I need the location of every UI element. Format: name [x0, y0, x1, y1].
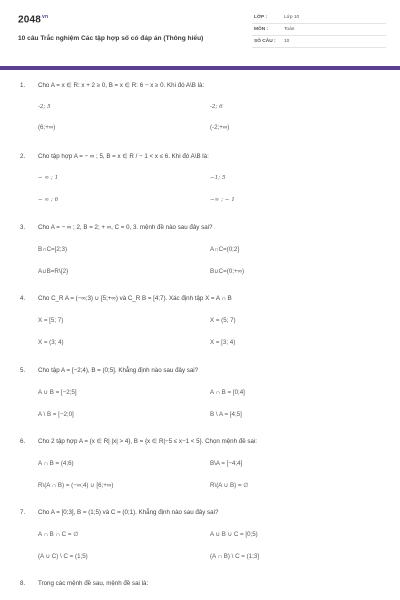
option-b[interactable]: A∩C=(0;2] — [210, 246, 240, 253]
question-head — [20, 367, 392, 377]
option-b[interactable]: -2; 6 — [210, 104, 223, 110]
question-number: 7. — [20, 509, 26, 516]
question-7 — [20, 509, 392, 560]
question-text: Cho A = − ∞ ; 2, B = 2; + ∞, C = 0, 3. mệnh đề nào sau đây sai? — [38, 224, 213, 231]
question-text: Trong các mệnh đề sau, mệnh đề sai là: — [38, 580, 149, 587]
question-text: Cho 2 tập hợp A = {x ∈ R| |x| > 4}, B = {x ∈ R|−5 ≤ x−1 < 5}. Chọn mệnh đề sai: — [38, 438, 258, 445]
question-6 — [20, 438, 392, 489]
option-d[interactable]: X = [3; 4) — [210, 339, 236, 346]
option-b[interactable]: X = (5; 7) — [210, 317, 236, 324]
option-d[interactable]: B∪C=(0;+∞) — [210, 268, 245, 275]
option-d[interactable]: B \ A = [4;5] — [210, 411, 242, 418]
question-number: 2. — [20, 153, 26, 160]
option-c[interactable]: X = (3; 4) — [38, 339, 64, 346]
option-c[interactable]: (A ∪ C) \ C = (1;5) — [38, 553, 88, 560]
option-c[interactable]: − ∞ ; 6 — [38, 197, 59, 203]
option-a[interactable]: A ∪ B = [−2;5] — [38, 389, 77, 396]
meta-label: SỐ CÂU : — [254, 39, 276, 44]
question-text: Cho A = [0;3], B = (1;5) và C = (0;1). Khẳng định nào sau đây sai? — [38, 509, 219, 516]
question-8 — [20, 580, 392, 590]
option-d[interactable]: (A ∩ B) \ C = (1;3] — [210, 553, 259, 560]
option-c[interactable]: R\(A ∩ B) = (−∞;4) ∪ [6;+∞) — [38, 482, 114, 489]
logo-text: 2048 — [18, 14, 42, 26]
meta-value: Toán — [284, 27, 295, 32]
option-d[interactable]: −∞ ; − 1 — [210, 197, 235, 203]
question-number: 1. — [20, 82, 26, 89]
question-text: Cho tập A = [−2;4), B = (0;5]. Khẳng định nào sau đây sai? — [38, 367, 199, 374]
question-head — [20, 438, 392, 448]
option-b[interactable]: A ∩ B = [0;4] — [210, 389, 245, 396]
question-head — [20, 153, 392, 163]
option-a[interactable]: − ∞ ; 1 — [38, 175, 59, 181]
question-head — [20, 580, 392, 590]
option-d[interactable]: R\(A ∪ B) = ∅ — [210, 482, 249, 489]
question-head — [20, 82, 392, 92]
meta-label: LỚP : — [254, 15, 268, 20]
option-a[interactable]: A ∩ B = (4;6) — [38, 460, 74, 467]
option-c[interactable]: (6;+∞) — [38, 124, 56, 131]
question-number: 5. — [20, 367, 26, 374]
meta-label: MÔN : — [254, 27, 269, 32]
question-2 — [20, 153, 392, 203]
question-number: 3. — [20, 224, 26, 231]
question-list — [0, 70, 400, 600]
question-text: Cho A = x ∈ R: x + 2 ≥ 0, B = x ∈ R: 6 − x ≥ 0. Khi đó A\B là: — [38, 82, 205, 89]
question-1 — [20, 82, 392, 131]
option-c[interactable]: A∪B=R\{2} — [38, 268, 69, 275]
document-header — [0, 0, 400, 66]
option-a[interactable]: A ∩ B ∩ C = ∅ — [38, 531, 79, 538]
option-a[interactable]: X = [5; 7) — [38, 317, 64, 324]
question-head — [20, 295, 392, 305]
option-a[interactable]: B∩C=[2;3) — [38, 246, 68, 253]
meta-row-count — [252, 38, 386, 48]
question-head — [20, 224, 392, 234]
option-b[interactable]: A ∪ B ∪ C = [0;5) — [210, 531, 258, 538]
option-a[interactable]: -2; 5 — [38, 104, 51, 110]
option-d[interactable]: (-2;+∞) — [210, 124, 230, 131]
question-number: 4. — [20, 295, 26, 302]
meta-panel — [252, 14, 386, 50]
option-b[interactable]: −1; 5 — [210, 175, 226, 181]
option-b[interactable]: B\A = [−4;4] — [210, 460, 243, 467]
meta-value: Lớp 10 — [284, 15, 300, 20]
question-text: Cho C_R A = (−∞;3) ∪ [5;+∞) và C_R B = [4;7). Xác định tập X = A ∩ B — [38, 295, 232, 302]
meta-row-class — [252, 14, 386, 24]
question-number: 6. — [20, 438, 26, 445]
question-head — [20, 509, 392, 519]
question-text: Cho tập hợp A = − ∞ ; 5, B = x ∈ R / − 1 < x ≤ 6. Khi đó A\B là: — [38, 153, 209, 160]
question-4 — [20, 295, 392, 346]
site-logo[interactable] — [18, 14, 48, 27]
meta-row-subject — [252, 26, 386, 36]
question-number: 8. — [20, 580, 26, 587]
logo-suffix: vn — [42, 14, 49, 20]
meta-value: 10 — [284, 39, 290, 44]
page-title: 10 câu Trắc nghiệm Các tập hợp số có đáp án (Thông hiểu) — [18, 35, 204, 42]
question-5 — [20, 367, 392, 418]
question-3 — [20, 224, 392, 275]
option-c[interactable]: A \ B = [−2;0] — [38, 411, 74, 418]
